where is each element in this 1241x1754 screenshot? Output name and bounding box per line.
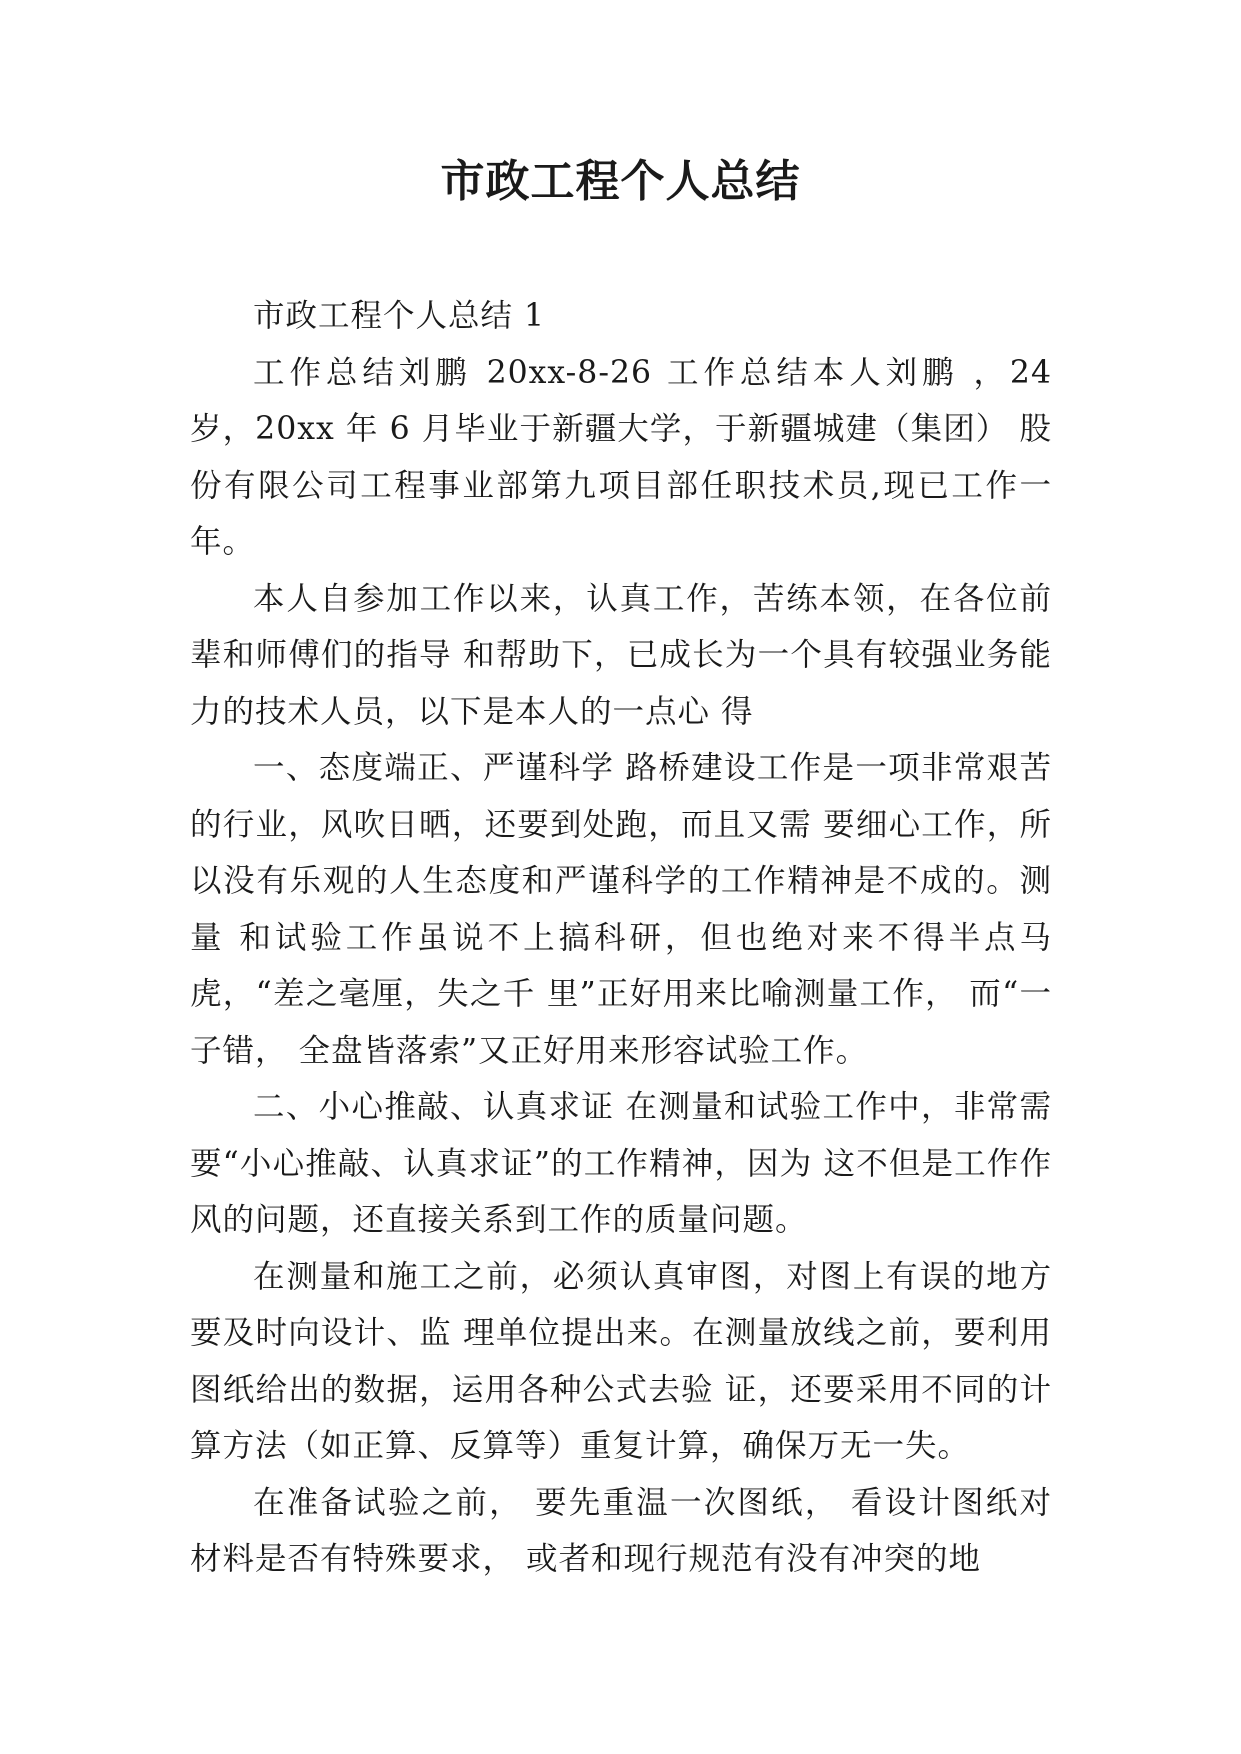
paragraph: 二、小心推敲、认真求证 在测量和试验工作中，非常需要“小心推敲、认真求证”的工作精神，因为 这不但是工作作风的问题，还直接关系到工作的质量问题。 [190,1089,1052,1238]
paragraph: 在测量和施工之前，必须认真审图，对图上有误的地方要及时向设计、监 理单位提出来。在测量放线之前，要利用图纸给出的数据，运用各种公式去验 证，还要采用不同的计算方法（如正算、反算等）重复计算，确保万无一失。 [190,1258,1052,1464]
paragraph: 在准备试验之前， 要先重温一次图纸， 看设计图纸对材料是否有特殊要求， 或者和现行规范有没有冲突的地 [190,1484,1052,1577]
document-body [190,288,1052,1588]
paragraph: 工作总结刘鹏 20xx-8-26 工作总结本人刘鹏 ，24 岁，20xx 年 6 月毕业于新疆大学，于新疆城建（集团） 股份有限公司工程事业部第九项目部任职技术员,现已工作一年。 [190,354,1052,560]
document-title: 市政工程个人总结 [440,156,801,207]
paragraph: 一、态度端正、严谨科学 路桥建设工作是一项非常艰苦的行业，风吹日晒，还要到处跑，而且又需 要细心工作，所以没有乐观的人生态度和严谨科学的工作精神是不成的。测量 和试验工作虽说不上搞科研，但也绝对来不得半点马虎，“差之毫厘，失之千 里”正好用来比喻测量工作， 而“一子错， 全盘皆落索”又正好用来形容试验工作。 [190,750,1052,1069]
paragraph: 本人自参加工作以来，认真工作，苦练本领，在各位前辈和师傅们的指导 和帮助下，已成长为一个具有较强业务能力的技术人员，以下是本人的一点心 得 [190,580,1052,730]
section-heading: 市政工程个人总结 1 [253,298,546,334]
